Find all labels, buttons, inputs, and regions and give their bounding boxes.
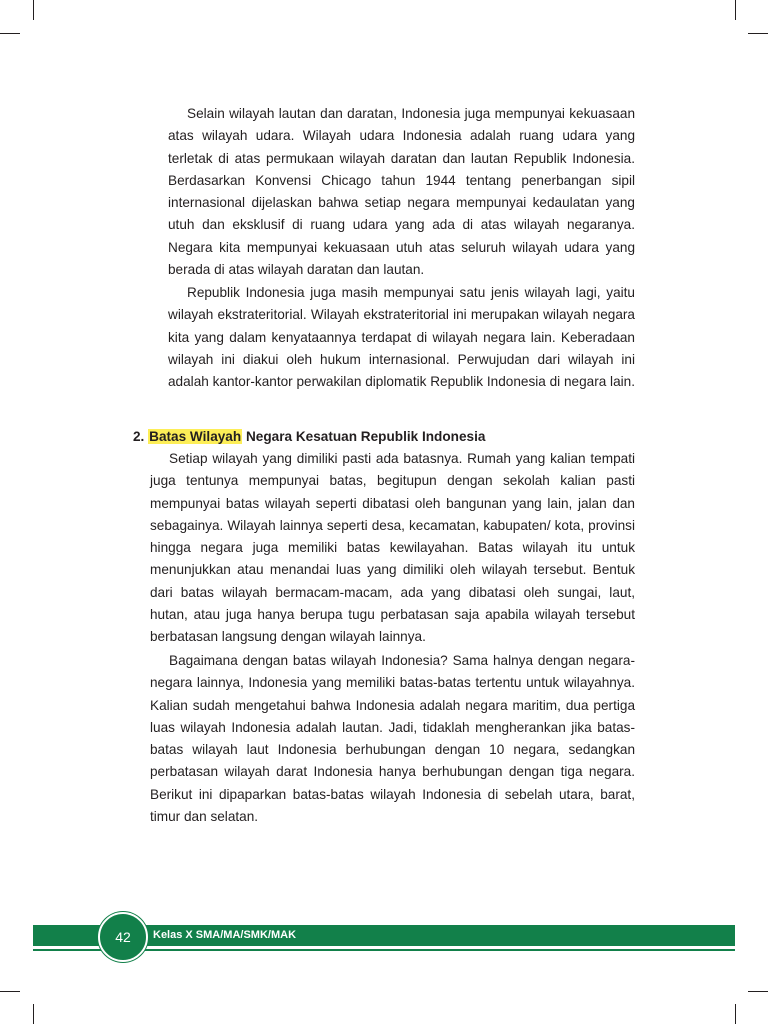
book-label: Kelas X SMA/MA/SMK/MAK xyxy=(153,929,297,941)
section-paragraph: Setiap wilayah yang dimiliki pasti ada batasnya. Rumah yang kalian tempati juga tentunya mempunyai batas, begitupun dengan sekolah kalian pasti mempunyai batas wilayah seperti dibatasi oleh bangunan yang lain, jalan dan sebagainya. Wilayah lainnya seperti desa, kecamatan, kabupaten/ kota, provinsi hingga negara juga memiliki batas kewilayahan. Batas wilayah itu untuk menunjukkan atau menandai luas yang dimiliki oleh wilayah tersebut. Bentuk dari batas wilayah bermacam-macam, ada yang dibatasi oleh sungai, laut, hutan, atau juga hanya berupa tugu perbatasan saja apabila wilayah tersebut berbatasan langsung dengan wilayah lainnya. xyxy=(150,451,635,645)
crop-mark-top-left xyxy=(33,0,34,20)
section-paragraph: Bagaimana dengan batas wilayah Indonesia? Sama halnya dengan negara-negara lainnya, Indonesia yang memiliki batas-batas tertentu untuk wilayahnya. Kalian sudah mengetahui bahwa Indonesia adalah negara maritim, dua pertiga luas wilayah Indonesia adalah lautan. Jadi, tidaklah mengherankan jika batas-batas wilayah laut Indonesia berhubungan dengan 10 negara, sedangkan perbatasan wilayah darat Indonesia hanya berhubungan dengan tiga negara. Berikut ini dipaparkan batas-batas wilayah Indonesia di sebelah utara, barat, timur dan selatan. xyxy=(150,653,635,825)
crop-mark-top-right-h xyxy=(748,33,768,34)
crop-mark-top-right xyxy=(735,0,736,20)
page-number-badge xyxy=(98,912,148,962)
section-heading xyxy=(133,427,485,447)
crop-mark-bottom-right-h xyxy=(748,991,768,992)
crop-mark-bottom-left xyxy=(33,1004,34,1024)
body-paragraph: Republik Indonesia juga masih mempunyai satu jenis wilayah lagi, yaitu wilayah ekstrateritorial. Wilayah ekstrateritorial ini merupakan wilayah negara kita yang dalam kenyataannya terdapat di wilayah negara lain. Keberadaan wilayah ini diakui oleh hukum internasional. Perwujudan dari wilayah ini adalah kantor-kantor perwakilan diplomatik Republik Indonesia di negara lain. xyxy=(168,285,635,390)
section-heading-text: Negara Kesatuan Republik Indonesia xyxy=(242,429,486,444)
crop-mark-bottom-left-h xyxy=(0,991,20,992)
crop-mark-bottom-right xyxy=(735,1004,736,1024)
page-number: 42 xyxy=(115,929,131,945)
body-paragraph: Selain wilayah lautan dan daratan, Indonesia juga mempunyai kekuasaan atas wilayah udara. Wilayah udara Indonesia adalah ruang udara yang terletak di atas permukaan wilayah daratan dan lautan Republik Indonesia. Berdasarkan Konvensi Chicago tahun 1944 tentang penerbangan sipil internasional dijelaskan bahwa setiap negara mempunyai kedaulatan yang utuh dan eksklusif di ruang udara yang ada di atas wilayah negaranya. Negara kita mempunyai kekuasaan utuh atas seluruh wilayah udara yang berada di atas wilayah daratan dan lautan. xyxy=(168,106,635,278)
highlighted-heading-text: Batas Wilayah xyxy=(149,429,242,444)
crop-mark-top-left-h xyxy=(0,33,20,34)
section-number: 2. xyxy=(133,429,145,444)
